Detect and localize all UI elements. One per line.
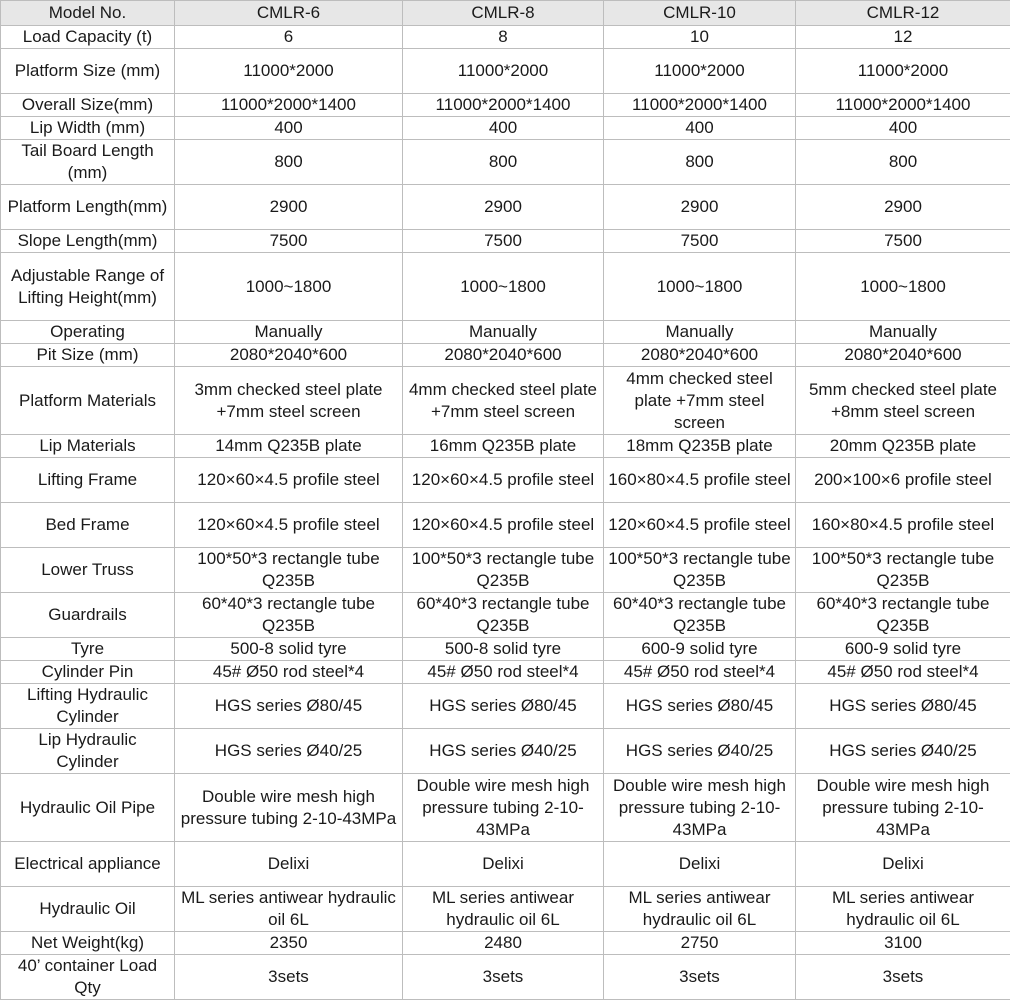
table-cell: 100*50*3 rectangle tube Q235B bbox=[175, 548, 403, 593]
table-cell: Double wire mesh high pressure tubing 2-10-43MPa bbox=[604, 774, 796, 842]
row-label: Net Weight(kg) bbox=[1, 932, 175, 955]
table-row bbox=[1, 321, 1010, 344]
table-cell: HGS series Ø80/45 bbox=[796, 684, 1010, 729]
table-row bbox=[1, 94, 1010, 117]
table-cell: 3sets bbox=[796, 955, 1010, 1000]
table-cell: 11000*2000 bbox=[175, 49, 403, 94]
table-cell: 3mm checked steel plate +7mm steel screen bbox=[175, 367, 403, 435]
table-row bbox=[1, 955, 1010, 1000]
table-cell: 800 bbox=[604, 140, 796, 185]
table-cell: 11000*2000*1400 bbox=[175, 94, 403, 117]
table-cell: 100*50*3 rectangle tube Q235B bbox=[403, 548, 604, 593]
header-cmlr-8: CMLR-8 bbox=[403, 1, 604, 26]
table-cell: 2900 bbox=[604, 185, 796, 230]
table-cell: 1000~1800 bbox=[403, 253, 604, 321]
header-row bbox=[1, 1, 1010, 26]
table-cell: Manually bbox=[604, 321, 796, 344]
table-cell: ML series antiwear hydraulic oil 6L bbox=[604, 887, 796, 932]
table-cell: 100*50*3 rectangle tube Q235B bbox=[796, 548, 1010, 593]
row-label: Hydraulic Oil bbox=[1, 887, 175, 932]
row-label: Platform Size (mm) bbox=[1, 49, 175, 94]
table-row bbox=[1, 887, 1010, 932]
table-row bbox=[1, 661, 1010, 684]
table-cell: 2080*2040*600 bbox=[403, 344, 604, 367]
table-cell: 60*40*3 rectangle tube Q235B bbox=[175, 593, 403, 638]
table-cell: 11000*2000 bbox=[796, 49, 1010, 94]
row-label: Operating bbox=[1, 321, 175, 344]
table-header bbox=[1, 1, 1010, 26]
table-cell: ML series antiwear hydraulic oil 6L bbox=[175, 887, 403, 932]
header-cmlr-10: CMLR-10 bbox=[604, 1, 796, 26]
table-cell: 7500 bbox=[403, 230, 604, 253]
table-row bbox=[1, 593, 1010, 638]
table-cell: HGS series Ø80/45 bbox=[175, 684, 403, 729]
table-row bbox=[1, 117, 1010, 140]
row-label: Platform Length(mm) bbox=[1, 185, 175, 230]
table-cell: 60*40*3 rectangle tube Q235B bbox=[604, 593, 796, 638]
table-cell: 100*50*3 rectangle tube Q235B bbox=[604, 548, 796, 593]
row-label: Guardrails bbox=[1, 593, 175, 638]
row-label: Lip Materials bbox=[1, 435, 175, 458]
table-cell: Manually bbox=[796, 321, 1010, 344]
table-row bbox=[1, 49, 1010, 94]
row-label: Bed Frame bbox=[1, 503, 175, 548]
table-cell: Delixi bbox=[604, 842, 796, 887]
table-cell: 2350 bbox=[175, 932, 403, 955]
table-cell: Delixi bbox=[796, 842, 1010, 887]
table-cell: 120×60×4.5 profile steel bbox=[604, 503, 796, 548]
table-cell: 400 bbox=[604, 117, 796, 140]
table-row bbox=[1, 503, 1010, 548]
table-row bbox=[1, 842, 1010, 887]
row-label: Lip Hydraulic Cylinder bbox=[1, 729, 175, 774]
table-cell: 4mm checked steel plate +7mm steel screen bbox=[604, 367, 796, 435]
table-cell: 60*40*3 rectangle tube Q235B bbox=[796, 593, 1010, 638]
row-label: Tail Board Length (mm) bbox=[1, 140, 175, 185]
table-cell: 6 bbox=[175, 26, 403, 49]
table-cell: 3sets bbox=[175, 955, 403, 1000]
row-label: Lifting Frame bbox=[1, 458, 175, 503]
table-cell: 200×100×6 profile steel bbox=[796, 458, 1010, 503]
table-row bbox=[1, 684, 1010, 729]
table-cell: 600-9 solid tyre bbox=[604, 638, 796, 661]
row-label: Adjustable Range of Lifting Height(mm) bbox=[1, 253, 175, 321]
table-cell: 3sets bbox=[604, 955, 796, 1000]
table-cell: 10 bbox=[604, 26, 796, 49]
table-cell: 45# Ø50 rod steel*4 bbox=[175, 661, 403, 684]
table-cell: HGS series Ø40/25 bbox=[175, 729, 403, 774]
table-cell: 7500 bbox=[175, 230, 403, 253]
table-cell: 2480 bbox=[403, 932, 604, 955]
table-cell: Manually bbox=[403, 321, 604, 344]
table-cell: 1000~1800 bbox=[175, 253, 403, 321]
table-cell: 800 bbox=[796, 140, 1010, 185]
table-cell: 2900 bbox=[175, 185, 403, 230]
row-label: Tyre bbox=[1, 638, 175, 661]
table-cell: Manually bbox=[175, 321, 403, 344]
table-cell: 160×80×4.5 profile steel bbox=[796, 503, 1010, 548]
row-label: Overall Size(mm) bbox=[1, 94, 175, 117]
table-cell: ML series antiwear hydraulic oil 6L bbox=[403, 887, 604, 932]
table-cell: 120×60×4.5 profile steel bbox=[175, 458, 403, 503]
table-cell: 11000*2000*1400 bbox=[796, 94, 1010, 117]
table-cell: HGS series Ø40/25 bbox=[796, 729, 1010, 774]
table-cell: 600-9 solid tyre bbox=[796, 638, 1010, 661]
table-cell: 4mm checked steel plate +7mm steel screen bbox=[403, 367, 604, 435]
table-row bbox=[1, 774, 1010, 842]
table-cell: 45# Ø50 rod steel*4 bbox=[796, 661, 1010, 684]
table-cell: 2900 bbox=[796, 185, 1010, 230]
table-cell: 18mm Q235B plate bbox=[604, 435, 796, 458]
row-label: Electrical appliance bbox=[1, 842, 175, 887]
table-row bbox=[1, 230, 1010, 253]
table-body bbox=[1, 26, 1010, 1000]
table-cell: 2900 bbox=[403, 185, 604, 230]
table-cell: 2080*2040*600 bbox=[604, 344, 796, 367]
table-cell: 16mm Q235B plate bbox=[403, 435, 604, 458]
table-cell: 1000~1800 bbox=[796, 253, 1010, 321]
row-label: Slope Length(mm) bbox=[1, 230, 175, 253]
table-row bbox=[1, 458, 1010, 503]
table-row bbox=[1, 253, 1010, 321]
table-cell: 45# Ø50 rod steel*4 bbox=[604, 661, 796, 684]
table-cell: ML series antiwear hydraulic oil 6L bbox=[796, 887, 1010, 932]
table-row bbox=[1, 638, 1010, 661]
table-cell: 2080*2040*600 bbox=[175, 344, 403, 367]
table-cell: 2080*2040*600 bbox=[796, 344, 1010, 367]
table-cell: 2750 bbox=[604, 932, 796, 955]
table-cell: 60*40*3 rectangle tube Q235B bbox=[403, 593, 604, 638]
table-cell: 120×60×4.5 profile steel bbox=[175, 503, 403, 548]
header-model-no: Model No. bbox=[1, 1, 175, 26]
table-cell: 1000~1800 bbox=[604, 253, 796, 321]
row-label: Cylinder Pin bbox=[1, 661, 175, 684]
row-label: Lower Truss bbox=[1, 548, 175, 593]
table-row bbox=[1, 344, 1010, 367]
row-label: 40’ container Load Qty bbox=[1, 955, 175, 1000]
table-cell: 7500 bbox=[604, 230, 796, 253]
table-cell: 7500 bbox=[796, 230, 1010, 253]
table-row bbox=[1, 140, 1010, 185]
header-cmlr-12: CMLR-12 bbox=[796, 1, 1010, 26]
table-cell: Delixi bbox=[403, 842, 604, 887]
table-cell: 11000*2000*1400 bbox=[604, 94, 796, 117]
table-cell: 160×80×4.5 profile steel bbox=[604, 458, 796, 503]
table-cell: 14mm Q235B plate bbox=[175, 435, 403, 458]
table-cell: 500-8 solid tyre bbox=[175, 638, 403, 661]
table-cell: 20mm Q235B plate bbox=[796, 435, 1010, 458]
table-cell: 400 bbox=[796, 117, 1010, 140]
table-row bbox=[1, 435, 1010, 458]
table-cell: 11000*2000 bbox=[403, 49, 604, 94]
table-cell: 45# Ø50 rod steel*4 bbox=[403, 661, 604, 684]
table-cell: HGS series Ø40/25 bbox=[604, 729, 796, 774]
row-label: Load Capacity (t) bbox=[1, 26, 175, 49]
table-cell: 11000*2000 bbox=[604, 49, 796, 94]
table-cell: 5mm checked steel plate +8mm steel screen bbox=[796, 367, 1010, 435]
row-label: Platform Materials bbox=[1, 367, 175, 435]
table-cell: 3sets bbox=[403, 955, 604, 1000]
table-cell: 3100 bbox=[796, 932, 1010, 955]
table-cell: HGS series Ø80/45 bbox=[604, 684, 796, 729]
table-row bbox=[1, 729, 1010, 774]
table-cell: 400 bbox=[175, 117, 403, 140]
table-cell: Double wire mesh high pressure tubing 2-10-43MPa bbox=[796, 774, 1010, 842]
table-cell: Delixi bbox=[175, 842, 403, 887]
header-cmlr-6: CMLR-6 bbox=[175, 1, 403, 26]
table-row bbox=[1, 367, 1010, 435]
table-cell: 120×60×4.5 profile steel bbox=[403, 458, 604, 503]
table-cell: 8 bbox=[403, 26, 604, 49]
row-label: Lip Width (mm) bbox=[1, 117, 175, 140]
table-cell: HGS series Ø40/25 bbox=[403, 729, 604, 774]
row-label: Lifting Hydraulic Cylinder bbox=[1, 684, 175, 729]
table-cell: 120×60×4.5 profile steel bbox=[403, 503, 604, 548]
table-cell: 400 bbox=[403, 117, 604, 140]
table-row bbox=[1, 548, 1010, 593]
table-row bbox=[1, 185, 1010, 230]
table-cell: 11000*2000*1400 bbox=[403, 94, 604, 117]
table-cell: 12 bbox=[796, 26, 1010, 49]
table-cell: 800 bbox=[175, 140, 403, 185]
table-cell: 800 bbox=[403, 140, 604, 185]
row-label: Pit Size (mm) bbox=[1, 344, 175, 367]
table-row bbox=[1, 932, 1010, 955]
table-cell: HGS series Ø80/45 bbox=[403, 684, 604, 729]
table-row bbox=[1, 26, 1010, 49]
table-cell: Double wire mesh high pressure tubing 2-10-43MPa bbox=[175, 774, 403, 842]
table-cell: 500-8 solid tyre bbox=[403, 638, 604, 661]
table-cell: Double wire mesh high pressure tubing 2-10-43MPa bbox=[403, 774, 604, 842]
row-label: Hydraulic Oil Pipe bbox=[1, 774, 175, 842]
